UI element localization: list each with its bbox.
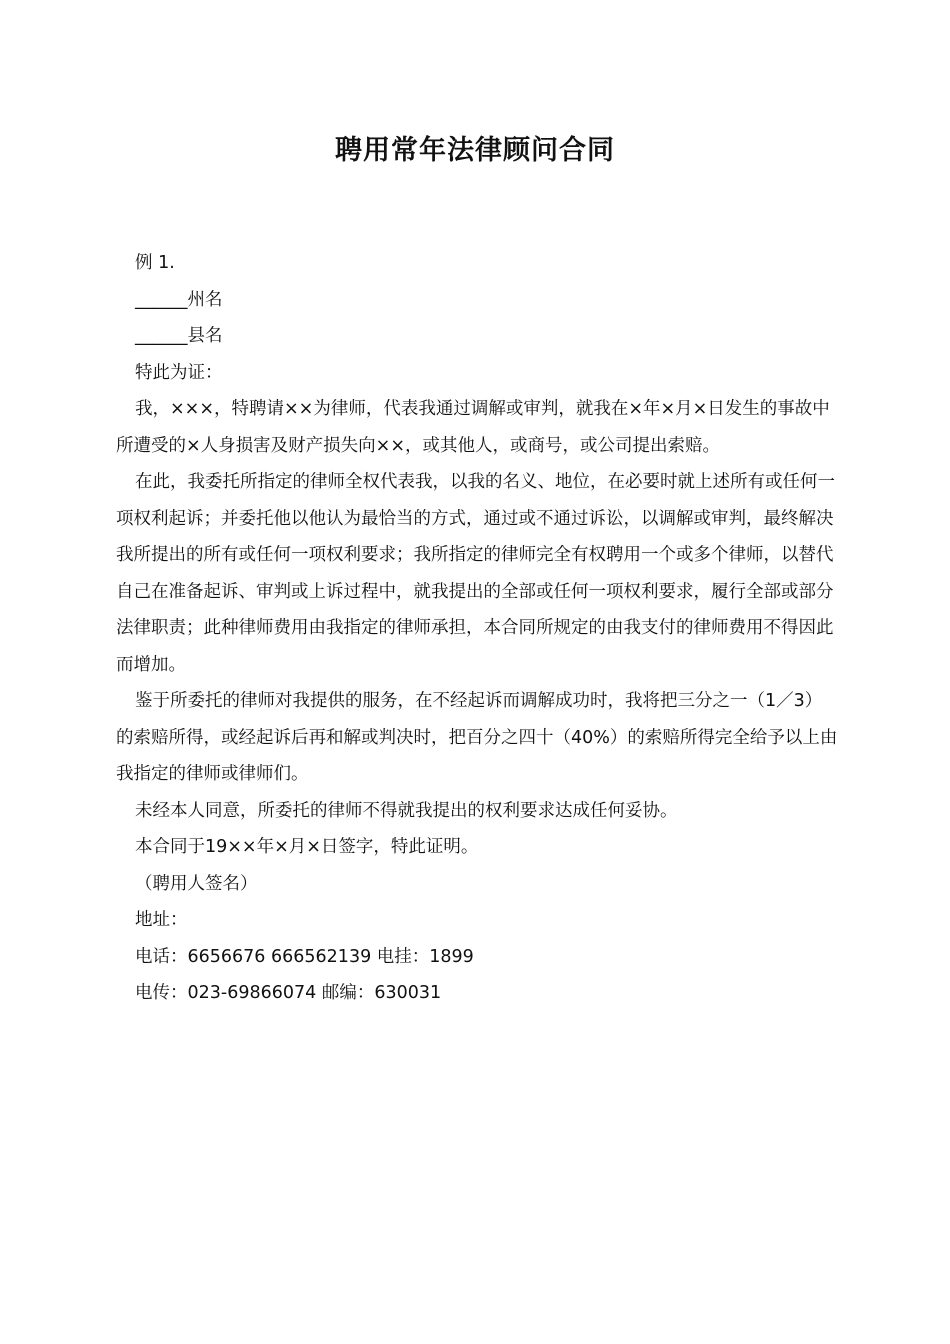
- phone-line: 电话：6656676 666562139 电挂：1899: [135, 946, 474, 967]
- certify-heading: 特此为证：: [135, 362, 223, 383]
- paragraph-authorization: 在此，我委托所指定的律师全权代表我，以我的名义、地位，在必要时就上述所有或任何一项权利起诉；并委托他以他认为最恰当的方式，通过或不通过诉讼，以调解或审判，最终解决我所提出的所有或任何一项权利要求；我所指定的律师完全有权聘用一个或多个律师，以替代自己在准备起诉、审判或上诉过程中，就我提出的全部或任何一项权利要求，履行全部或部分法律职责；此种律师费用由我指定的律师承担，本合同所规定的由我支付的律师费用不得因此而增加。: [116, 472, 835, 675]
- example-label: 例 1.: [135, 253, 175, 273]
- fax-line: 电传：023-69866074 邮编：630031: [135, 983, 442, 1003]
- signature-label: （聘用人签名）: [135, 873, 258, 894]
- paragraph-signing-date: 本合同于19××年×月×日签字，特此证明。: [135, 837, 479, 857]
- state-line: ______州名: [135, 289, 223, 310]
- document-title: 聘用常年法律顾问合同: [335, 135, 615, 166]
- paragraph-fees: 鉴于所委托的律师对我提供的服务，在不经起诉而调解成功时，我将把三分之一（1／3）的索赔所得，或经起诉后再和解或判决时，把百分之四十（40%）的索赔所得完全给予以上由我指定的律师或律师们。: [116, 691, 838, 784]
- address-label: 地址：: [135, 910, 188, 930]
- paragraph-appointment: 我，×××，特聘请××为律师，代表我通过调解或审判，就我在×年×月×日发生的事故中所遭受的×人身损害及财产损失向××，或其他人，或商号，或公司提出索赔。: [116, 399, 830, 456]
- paragraph-consent: 未经本人同意，所委托的律师不得就我提出的权利要求达成任何妥协。: [135, 800, 678, 821]
- document-body: [116, 245, 838, 1012]
- county-line: ______县名: [135, 326, 223, 346]
